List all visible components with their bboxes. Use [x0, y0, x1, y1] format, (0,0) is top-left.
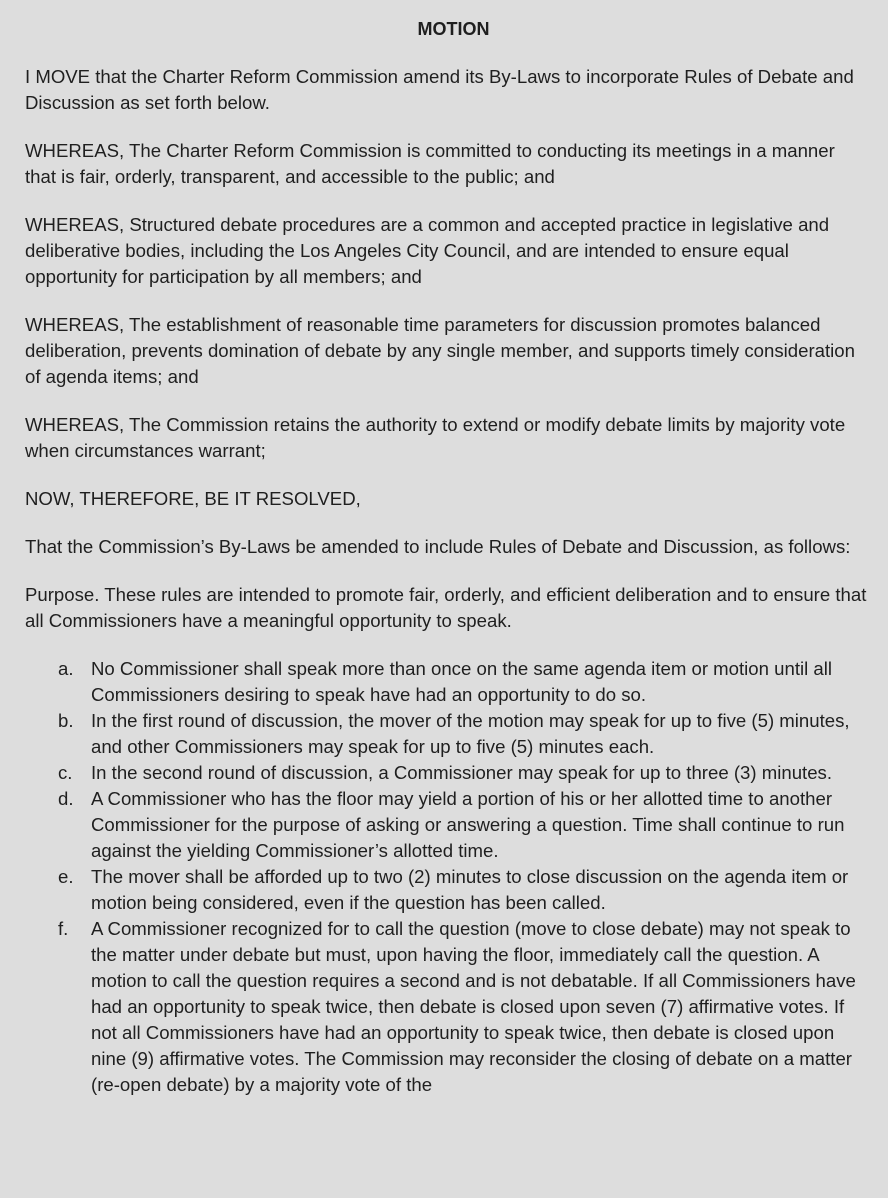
rule-text: In the first round of discussion, the mover of the motion may speak for up to five (5) minutes, and other Commissioners may speak for up to five (5) minutes each.: [91, 710, 850, 757]
resolution-text: That the Commission’s By-Laws be amended to include Rules of Debate and Discussion, as follows:: [25, 536, 851, 557]
rule-text: In the second round of discussion, a Commissioner may speak for up to three (3) minutes.: [91, 762, 833, 783]
rule-item: [25, 916, 868, 1098]
whereas-clause-4: WHEREAS, The Commission retains the authority to extend or modify debate limits by majority vote when circumstances warrant;: [25, 414, 846, 461]
rule-marker: b.: [58, 710, 74, 731]
rule-marker: c.: [58, 762, 73, 783]
whereas-clause-3: WHEREAS, The establishment of reasonable time parameters for discussion promotes balanced deliberation, prevents domination of debate by any single member, and supports timely consideration of agenda items; and: [25, 314, 855, 387]
purpose-statement: Purpose. These rules are intended to promote fair, orderly, and efficient deliberation and to ensure that all Commissioners have a meaningful opportunity to speak.: [25, 584, 867, 631]
rule-text: The mover shall be afforded up to two (2) minutes to close discussion on the agenda item or motion being considered, even if the question has been called.: [91, 866, 849, 913]
rule-marker: d.: [58, 788, 74, 809]
rule-marker: a.: [58, 658, 74, 679]
rule-item: [25, 786, 868, 864]
rule-item: [25, 656, 868, 708]
rule-item: [25, 864, 868, 916]
rule-marker: e.: [58, 866, 74, 887]
rule-item: [25, 708, 868, 760]
rules-list: [25, 656, 868, 1098]
rule-text: A Commissioner recognized for to call the question (move to close debate) may not speak to the matter under debate but must, upon having the floor, immediately call the question. A motion to call the question requires a second and is not debatable. If all Commissioners have had an opportunity to speak twice, then debate is closed upon seven (7) affirmative votes. If not all Commissioners have had an opportunity to speak twice, then debate is closed upon nine (9) affirmative votes. The Commission may reconsider the closing of debate on a matter (re-open debate) by a majority vote of the: [91, 918, 856, 1095]
rule-marker: f.: [58, 918, 69, 939]
rule-text: No Commissioner shall speak more than once on the same agenda item or motion until all Commissioners desiring to speak have had an opportunity to do so.: [91, 658, 833, 705]
whereas-clause-1: WHEREAS, The Charter Reform Commission is committed to conducting its meetings in a manner that is fair, orderly, transparent, and accessible to the public; and: [25, 140, 835, 187]
rule-text: A Commissioner who has the floor may yield a portion of his or her allotted time to another Commissioner for the purpose of asking or answering a question. Time shall continue to run against the yielding Commissioner’s allotted time.: [91, 788, 845, 861]
document-title: MOTION: [417, 19, 490, 39]
resolved-heading: NOW, THEREFORE, BE IT RESOLVED,: [25, 488, 361, 509]
rule-item: [25, 760, 868, 786]
whereas-clause-2: WHEREAS, Structured debate procedures are a common and accepted practice in legislative and deliberative bodies, including the Los Angeles City Council, and are intended to ensure equal opportunity for participation by all members; and: [25, 214, 830, 287]
motion-statement: I MOVE that the Charter Reform Commission amend its By-Laws to incorporate Rules of Debate and Discussion as set forth below.: [25, 66, 854, 113]
